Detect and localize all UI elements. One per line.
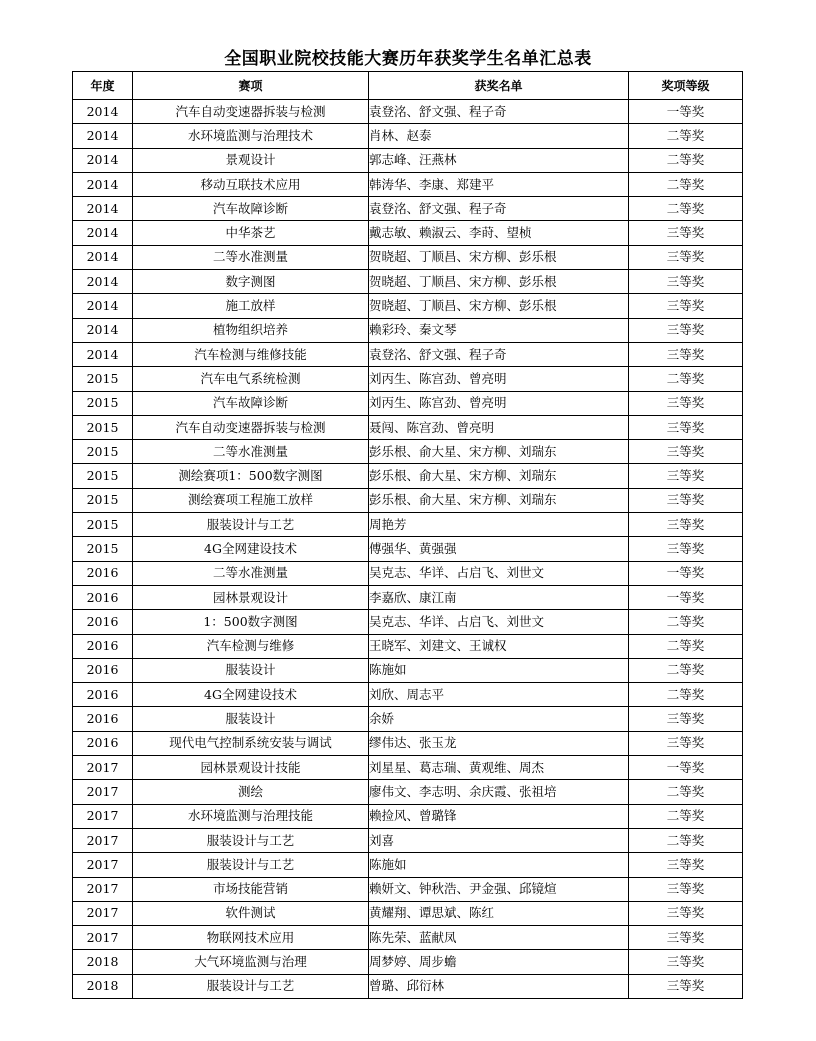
table-row xyxy=(73,197,743,221)
table-row xyxy=(73,585,743,609)
cell-level: 二等奖 xyxy=(629,683,743,707)
cell-year: 2016 xyxy=(73,731,133,755)
table-row xyxy=(73,731,743,755)
cell-level: 二等奖 xyxy=(629,367,743,391)
cell-event: 施工放样 xyxy=(133,294,369,318)
cell-level: 二等奖 xyxy=(629,610,743,634)
cell-names: 刘星星、葛志瑞、黄观维、周杰 xyxy=(369,756,629,780)
cell-level: 三等奖 xyxy=(629,342,743,366)
cell-level: 三等奖 xyxy=(629,221,743,245)
cell-year: 2015 xyxy=(73,440,133,464)
cell-year: 2014 xyxy=(73,294,133,318)
cell-event: 4G全网建设技术 xyxy=(133,683,369,707)
cell-event: 数字测图 xyxy=(133,270,369,294)
table-row xyxy=(73,853,743,877)
cell-event: 测绘赛项工程施工放样 xyxy=(133,488,369,512)
cell-names: 贺晓超、丁顺昌、宋方柳、彭乐根 xyxy=(369,294,629,318)
cell-names: 王晓军、刘建文、王诚权 xyxy=(369,634,629,658)
header-event: 赛项 xyxy=(133,72,369,100)
table-row xyxy=(73,780,743,804)
cell-names: 彭乐根、俞大星、宋方柳、刘瑞东 xyxy=(369,440,629,464)
table-row xyxy=(73,172,743,196)
cell-event: 服装设计 xyxy=(133,658,369,682)
cell-year: 2018 xyxy=(73,950,133,974)
table-row xyxy=(73,245,743,269)
table-row xyxy=(73,100,743,124)
cell-year: 2016 xyxy=(73,707,133,731)
cell-names: 戴志敏、赖淑云、李莳、望桢 xyxy=(369,221,629,245)
cell-names: 李嘉欣、康江南 xyxy=(369,585,629,609)
document-title: 全国职业院校技能大赛历年获奖学生名单汇总表 xyxy=(224,49,592,69)
cell-year: 2016 xyxy=(73,658,133,682)
table-row xyxy=(73,488,743,512)
cell-names: 傅强华、黄强强 xyxy=(369,537,629,561)
cell-event: 服装设计与工艺 xyxy=(133,974,369,998)
cell-event: 4G全网建设技术 xyxy=(133,537,369,561)
table-row xyxy=(73,828,743,852)
cell-names: 袁登洺、舒文强、程子奇 xyxy=(369,342,629,366)
cell-level: 三等奖 xyxy=(629,974,743,998)
cell-level: 二等奖 xyxy=(629,804,743,828)
cell-level: 一等奖 xyxy=(629,561,743,585)
cell-names: 周艳芳 xyxy=(369,513,629,537)
cell-names: 贺晓超、丁顺昌、宋方柳、彭乐根 xyxy=(369,245,629,269)
cell-year: 2014 xyxy=(73,197,133,221)
cell-year: 2017 xyxy=(73,828,133,852)
cell-level: 三等奖 xyxy=(629,901,743,925)
cell-level: 三等奖 xyxy=(629,415,743,439)
cell-event: 园林景观设计 xyxy=(133,585,369,609)
cell-names: 刘喜 xyxy=(369,828,629,852)
cell-event: 测绘赛项1：500数字测图 xyxy=(133,464,369,488)
cell-names: 周梦婷、周步蟾 xyxy=(369,950,629,974)
cell-year: 2016 xyxy=(73,634,133,658)
table-row xyxy=(73,950,743,974)
cell-event: 物联网技术应用 xyxy=(133,926,369,950)
cell-year: 2017 xyxy=(73,804,133,828)
cell-level: 三等奖 xyxy=(629,245,743,269)
cell-level: 三等奖 xyxy=(629,707,743,731)
cell-year: 2017 xyxy=(73,756,133,780)
header-names: 获奖名单 xyxy=(369,72,629,100)
cell-level: 三等奖 xyxy=(629,926,743,950)
cell-event: 水环境监测与治理技能 xyxy=(133,804,369,828)
cell-year: 2016 xyxy=(73,561,133,585)
table-row xyxy=(73,148,743,172)
table-row xyxy=(73,683,743,707)
cell-event: 园林景观设计技能 xyxy=(133,756,369,780)
table-row xyxy=(73,901,743,925)
cell-names: 刘欣、周志平 xyxy=(369,683,629,707)
cell-year: 2017 xyxy=(73,780,133,804)
cell-names: 曾璐、邱衍林 xyxy=(369,974,629,998)
table-header-row xyxy=(73,72,743,100)
cell-level: 二等奖 xyxy=(629,172,743,196)
cell-event: 大气环境监测与治理 xyxy=(133,950,369,974)
cell-names: 廖伟文、李志明、余庆霞、张祖培 xyxy=(369,780,629,804)
cell-year: 2016 xyxy=(73,683,133,707)
cell-year: 2014 xyxy=(73,245,133,269)
cell-level: 三等奖 xyxy=(629,513,743,537)
header-level: 奖项等级 xyxy=(629,72,743,100)
cell-level: 三等奖 xyxy=(629,464,743,488)
table-row xyxy=(73,877,743,901)
cell-level: 二等奖 xyxy=(629,124,743,148)
table-row xyxy=(73,513,743,537)
cell-year: 2015 xyxy=(73,513,133,537)
cell-year: 2014 xyxy=(73,221,133,245)
cell-event: 服装设计与工艺 xyxy=(133,513,369,537)
cell-year: 2014 xyxy=(73,100,133,124)
cell-event: 景观设计 xyxy=(133,148,369,172)
cell-event: 水环境监测与治理技术 xyxy=(133,124,369,148)
table-row xyxy=(73,464,743,488)
cell-event: 测绘 xyxy=(133,780,369,804)
cell-level: 二等奖 xyxy=(629,780,743,804)
cell-names: 聂闯、陈宫劲、曾亮明 xyxy=(369,415,629,439)
cell-names: 余娇 xyxy=(369,707,629,731)
table-row xyxy=(73,974,743,998)
cell-names: 赖妍文、钟秋浩、尹金强、邱镜煊 xyxy=(369,877,629,901)
cell-level: 三等奖 xyxy=(629,731,743,755)
cell-event: 汽车故障诊断 xyxy=(133,197,369,221)
cell-year: 2016 xyxy=(73,610,133,634)
cell-event: 服装设计与工艺 xyxy=(133,853,369,877)
cell-event: 软件测试 xyxy=(133,901,369,925)
table-row xyxy=(73,804,743,828)
cell-names: 陈先荣、蓝献凤 xyxy=(369,926,629,950)
cell-level: 三等奖 xyxy=(629,270,743,294)
cell-level: 二等奖 xyxy=(629,148,743,172)
cell-names: 吴克志、华详、占启飞、刘世文 xyxy=(369,610,629,634)
cell-event: 汽车检测与维修 xyxy=(133,634,369,658)
cell-year: 2016 xyxy=(73,585,133,609)
cell-event: 汽车检测与维修技能 xyxy=(133,342,369,366)
awards-table xyxy=(72,71,743,999)
cell-names: 赖捡风、曾璐锋 xyxy=(369,804,629,828)
cell-names: 吴克志、华详、占启飞、刘世文 xyxy=(369,561,629,585)
cell-year: 2015 xyxy=(73,537,133,561)
cell-year: 2017 xyxy=(73,877,133,901)
cell-names: 彭乐根、俞大星、宋方柳、刘瑞东 xyxy=(369,488,629,512)
table-row xyxy=(73,537,743,561)
table-row xyxy=(73,610,743,634)
cell-level: 三等奖 xyxy=(629,950,743,974)
table-row xyxy=(73,318,743,342)
cell-level: 三等奖 xyxy=(629,318,743,342)
cell-level: 三等奖 xyxy=(629,537,743,561)
cell-names: 刘丙生、陈宫劲、曾亮明 xyxy=(369,367,629,391)
table-row xyxy=(73,440,743,464)
cell-level: 一等奖 xyxy=(629,585,743,609)
cell-event: 汽车电气系统检测 xyxy=(133,367,369,391)
cell-event: 移动互联技术应用 xyxy=(133,172,369,196)
cell-level: 一等奖 xyxy=(629,100,743,124)
cell-level: 二等奖 xyxy=(629,197,743,221)
cell-event: 汽车自动变速器拆装与检测 xyxy=(133,100,369,124)
cell-names: 陈施如 xyxy=(369,853,629,877)
cell-year: 2014 xyxy=(73,148,133,172)
cell-event: 现代电气控制系统安装与调试 xyxy=(133,731,369,755)
table-row xyxy=(73,707,743,731)
cell-year: 2017 xyxy=(73,926,133,950)
cell-names: 刘丙生、陈宫劲、曾亮明 xyxy=(369,391,629,415)
cell-event: 服装设计 xyxy=(133,707,369,731)
cell-names: 肖林、赵泰 xyxy=(369,124,629,148)
cell-level: 三等奖 xyxy=(629,853,743,877)
cell-names: 袁登洺、舒文强、程子奇 xyxy=(369,100,629,124)
cell-names: 彭乐根、俞大星、宋方柳、刘瑞东 xyxy=(369,464,629,488)
table-row xyxy=(73,342,743,366)
cell-year: 2015 xyxy=(73,488,133,512)
table-row xyxy=(73,367,743,391)
table-row xyxy=(73,926,743,950)
cell-level: 三等奖 xyxy=(629,391,743,415)
cell-level: 三等奖 xyxy=(629,294,743,318)
table-body xyxy=(73,100,743,999)
cell-level: 二等奖 xyxy=(629,658,743,682)
table-row xyxy=(73,124,743,148)
cell-event: 市场技能营销 xyxy=(133,877,369,901)
table-row xyxy=(73,658,743,682)
cell-names: 袁登洺、舒文强、程子奇 xyxy=(369,197,629,221)
table-row xyxy=(73,391,743,415)
table-row xyxy=(73,415,743,439)
cell-level: 一等奖 xyxy=(629,756,743,780)
cell-event: 二等水准测量 xyxy=(133,561,369,585)
cell-year: 2017 xyxy=(73,901,133,925)
cell-level: 三等奖 xyxy=(629,877,743,901)
cell-names: 贺晓超、丁顺昌、宋方柳、彭乐根 xyxy=(369,270,629,294)
table-row xyxy=(73,634,743,658)
cell-year: 2015 xyxy=(73,464,133,488)
table-row xyxy=(73,270,743,294)
cell-year: 2014 xyxy=(73,270,133,294)
cell-level: 三等奖 xyxy=(629,488,743,512)
cell-level: 二等奖 xyxy=(629,828,743,852)
cell-names: 赖彩玲、秦文琴 xyxy=(369,318,629,342)
cell-event: 植物组织培养 xyxy=(133,318,369,342)
cell-year: 2014 xyxy=(73,342,133,366)
table-row xyxy=(73,221,743,245)
cell-names: 缪伟达、张玉龙 xyxy=(369,731,629,755)
cell-year: 2014 xyxy=(73,124,133,148)
cell-event: 服装设计与工艺 xyxy=(133,828,369,852)
cell-event: 中华茶艺 xyxy=(133,221,369,245)
cell-event: 1：500数字测图 xyxy=(133,610,369,634)
cell-names: 陈施如 xyxy=(369,658,629,682)
table-row xyxy=(73,294,743,318)
cell-year: 2018 xyxy=(73,974,133,998)
cell-event: 二等水准测量 xyxy=(133,245,369,269)
cell-year: 2015 xyxy=(73,367,133,391)
table-row xyxy=(73,756,743,780)
cell-names: 韩涛华、李康、郑建平 xyxy=(369,172,629,196)
cell-names: 黄耀翔、谭思斌、陈红 xyxy=(369,901,629,925)
cell-event: 二等水准测量 xyxy=(133,440,369,464)
cell-event: 汽车自动变速器拆装与检测 xyxy=(133,415,369,439)
cell-event: 汽车故障诊断 xyxy=(133,391,369,415)
header-year: 年度 xyxy=(73,72,133,100)
cell-level: 三等奖 xyxy=(629,440,743,464)
cell-year: 2014 xyxy=(73,318,133,342)
cell-year: 2017 xyxy=(73,853,133,877)
cell-year: 2015 xyxy=(73,391,133,415)
table-row xyxy=(73,561,743,585)
cell-year: 2015 xyxy=(73,415,133,439)
cell-names: 郭志峰、汪燕林 xyxy=(369,148,629,172)
cell-year: 2014 xyxy=(73,172,133,196)
cell-level: 二等奖 xyxy=(629,634,743,658)
